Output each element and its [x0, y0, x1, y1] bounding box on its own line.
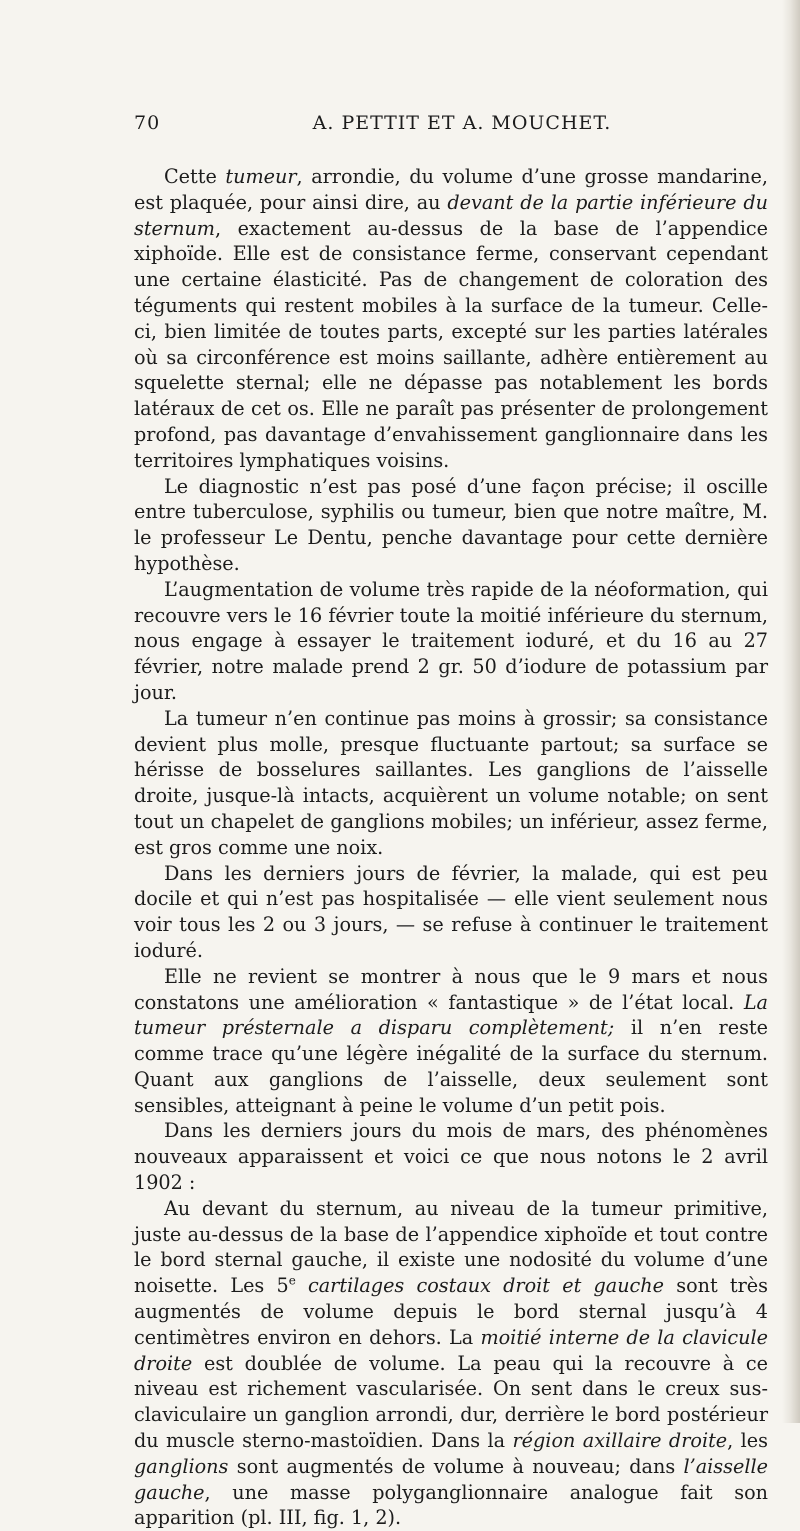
- paragraph-5: Dans les derniers jours de février, la malade, qui est peu docile et qui n’est pas hospitalisée — elle vient seulement nous voir tous les 2 ou 3 jours, — se refuse à continuer le traitement ioduré.: [134, 861, 768, 962]
- running-head: A. PETTIT ET A. MOUCHET.: [312, 112, 612, 134]
- paragraph-3: L’augmentation de volume très rapide de la néoformation, qui recouvre vers le 16 février toute la moitié inférieure du sternum, nous engage à essayer le traitement ioduré, et du 16 au 27 février, notre malade prend 2 gr. 50 d’iodure de potassium par jour.: [134, 577, 768, 704]
- paragraph-7: Dans les derniers jours du mois de mars, des phénomènes nouveaux apparaissent et voici ce que nous notons le 2 avril 1902 :: [134, 1119, 768, 1195]
- paragraph-4: La tumeur n’en continue pas moins à grossir; sa consistance devient plus molle, presque fluctuante partout; sa surface se hérisse de bosselures saillantes. Les ganglions de l’aisselle droite, jusque-là intacts, acquièrent un volume notable; on sent tout un chapelet de ganglions mobiles; un inférieur, assez ferme, est gros comme une noix.: [134, 706, 768, 859]
- emphasis: l’aisselle gauche: [134, 1454, 768, 1504]
- superscript: e: [288, 1273, 296, 1288]
- emphasis: La tumeur présternale a disparu complètement;: [134, 990, 768, 1040]
- emphasis: tumeur: [225, 165, 297, 188]
- emphasis: région axillaire droite: [512, 1429, 728, 1453]
- page-number: 70: [134, 112, 161, 134]
- page-header: [134, 112, 770, 140]
- paragraph-6: Elle ne revient se montrer à nous que le 9 mars et nous constatons une amélioration « fantastique » de l’état local. La tumeur présternale a disparu complètement; il n’en reste comme trace qu’une légère inégalité de la surface du sternum. Quant aux ganglions de l’aisselle, deux seulement sont sensibles, atteignant à peine le volume d’un petit pois.: [134, 964, 768, 1117]
- emphasis: devant de la partie inférieure du sternum: [134, 190, 768, 240]
- paragraph-8: Au devant du sternum, au niveau de la tumeur primitive, juste au-dessus de la base de l’appendice xiphoïde et tout contre le bord sternal gauche, il existe une nodosité du volume d’une noisette. Les 5e cartilages costaux droit et gauche sont très augmentés de volume depuis le bord sternal jusqu’à 4 centimètres environ en dehors. La moitié interne de la clavicule droite est doublée de volume. La peau qui la recouvre à ce niveau est richement vascularisée. On sent dans le creux sus-claviculaire un ganglion arrondi, dur, derrière le bord postérieur du muscle sterno-mastoïdien. Dans la région axillaire droite, les ganglions sont augmentés de volume à nouveau; dans l’aisselle gauche, une masse polyganglionnaire analogue fait son apparition (pl. III, fig. 1, 2).: [134, 1196, 768, 1530]
- page-edge-shadow: [782, 0, 800, 1423]
- emphasis: cartilages costaux droit et gauche: [295, 1274, 665, 1298]
- emphasis: moitié interne de la clavicule droite: [134, 1325, 768, 1375]
- body-text: [134, 164, 768, 1531]
- paragraph-2: Le diagnostic n’est pas posé d’une façon précise; il oscille entre tuberculose, syphilis ou tumeur, bien que notre maître, M. le professeur Le Dentu, penche davantage pour cette dernière hypothèse.: [134, 474, 768, 575]
- paragraph-1: Cette tumeur, arrondie, du volume d’une grosse mandarine, est plaquée, pour ainsi dire, au devant de la partie inférieure du sternum, exactement au-dessus de la base de l’appendice xiphoïde. Elle est de consistance ferme, conservant cependant une certaine élasticité. Pas de changement de coloration des téguments qui restent mobiles à la surface de la tumeur. Celle-ci, bien limitée de toutes parts, excepté sur les parties latérales où sa circonférence est moins saillante, adhère entièrement au squelette sternal; elle ne dépasse pas notablement les bords latéraux de cet os. Elle ne paraît pas présenter de prolongement profond, pas davantage d’envahissement ganglionnaire dans les territoires lymphatiques voisins.: [134, 165, 768, 472]
- emphasis: ganglions: [134, 1454, 229, 1478]
